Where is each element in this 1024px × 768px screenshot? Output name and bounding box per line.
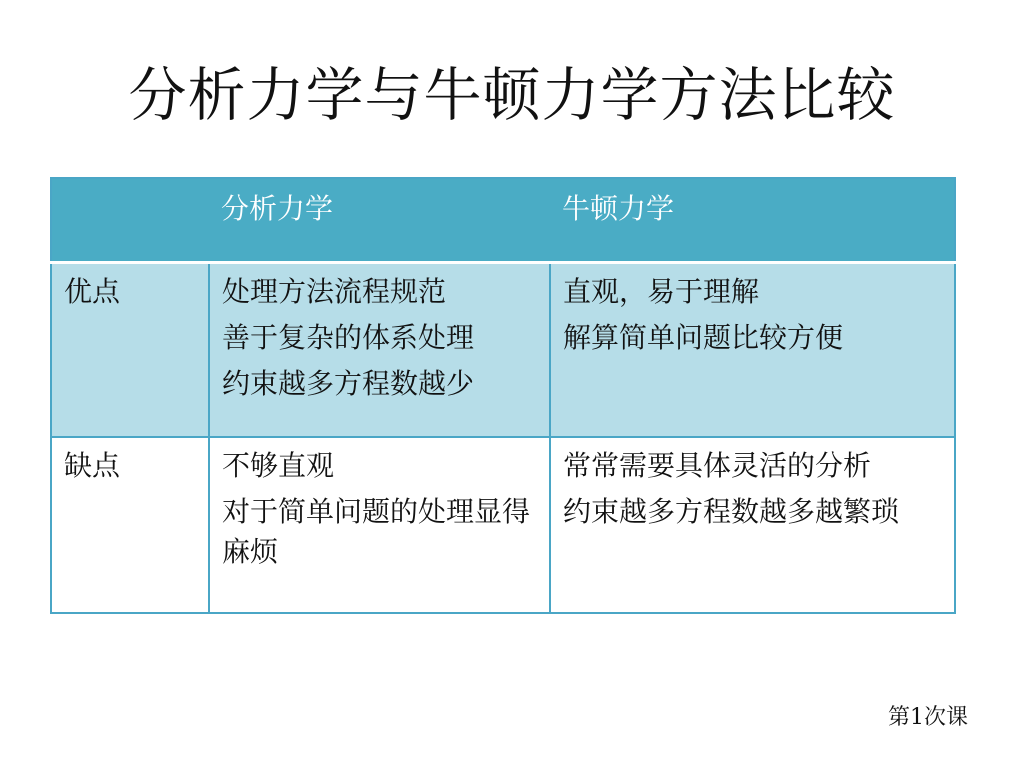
cell-analytical-disadvantages: [209, 437, 550, 613]
cell-line: 常常需要具体灵活的分析: [563, 449, 872, 482]
table-row-disadvantages: [51, 437, 955, 613]
header-analytical-mechanics: 分析力学: [221, 192, 334, 225]
slide-title: 分析力学与牛顿力学方法比较: [128, 61, 896, 129]
cell-line: 解算简单问题比较方便: [563, 320, 844, 354]
cell-line: 约束越多方程数越少: [222, 366, 475, 400]
row-label-disadvantages: 缺点: [51, 437, 209, 613]
cell-line: 处理方法流程规范: [222, 274, 447, 308]
cell-analytical-advantages: [209, 262, 550, 437]
header-empty-cell: [51, 178, 209, 262]
cell-newtonian-advantages: [550, 262, 955, 437]
row-label-advantages: 优点: [51, 262, 209, 437]
table-header-row: [51, 178, 955, 262]
cell-line: 直观，易于理解: [563, 274, 760, 308]
header-newtonian-mechanics: 牛顿力学: [562, 192, 675, 225]
comparison-table: [50, 177, 956, 614]
cell-newtonian-disadvantages: [550, 437, 955, 613]
cell-line: 对于简单问题的处理显得麻烦: [222, 495, 531, 568]
table-row-advantages: [51, 262, 955, 437]
cell-line: 善于复杂的体系处理: [222, 320, 475, 354]
slide-footer-lesson-number: 第1次课: [888, 705, 968, 730]
cell-line: 约束越多方程数越多越繁琐: [563, 495, 900, 528]
cell-line: 不够直观: [222, 449, 335, 482]
